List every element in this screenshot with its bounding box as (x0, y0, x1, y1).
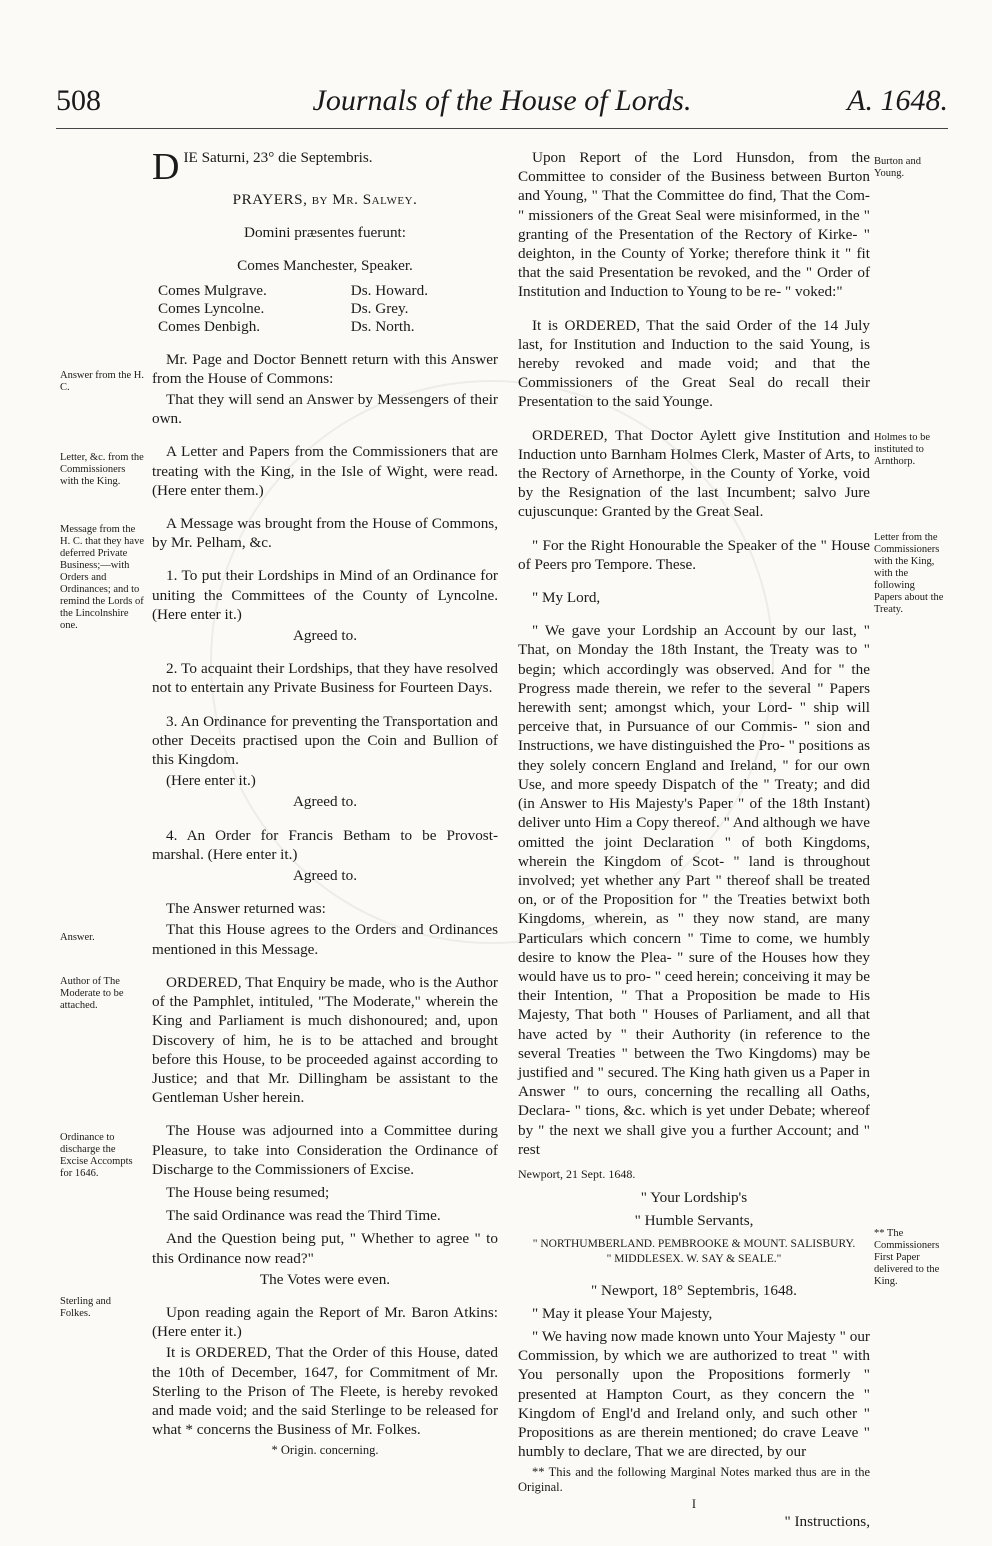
margin-note: ** The Commissioners First Paper delivered to the King. (874, 1228, 940, 1287)
paragraph: That this House agrees to the Orders and Ordinances mentioned in this Message. (152, 921, 498, 958)
lord-name: Ds. Howard. (350, 281, 428, 299)
journal-title: Journals of the House of Lords. (312, 84, 692, 117)
paragraph: The said Ordinance was read the Third Time. (166, 1207, 441, 1225)
header-rule (56, 128, 948, 129)
paragraph: 1. To put their Lordships in Mind of an Ordinance for uniting the Committees of the County of Lyncolne. (Here enter it.) (152, 567, 498, 623)
paragraph: ORDERED, That Doctor Aylett give Institution and Induction unto Barnham Holmes Clerk, Master of Arts, to the Rectory of Arnethorpe, in the County of Yorke, void by the Resignation of the last Incumbent; salvo Jure cujuscunque: Granted by the Great Seal. (518, 426, 870, 521)
speaker-line: Comes Manchester, Speaker. (237, 257, 413, 275)
paragraph: Upon reading again the Report of Mr. Baron Atkins: (Here enter it.) (152, 1303, 498, 1341)
paragraph: The Answer returned was: (166, 900, 326, 918)
paragraph: A Letter and Papers from the Commissioners that are treating with the King, in the Isle of Wight, were read. (Here enter them.) (152, 443, 498, 499)
agreed-line: Agreed to. (292, 867, 358, 885)
signature-mark: I (691, 1497, 697, 1512)
agreed-line: Agreed to. (292, 627, 358, 645)
margin-note: Answer. (60, 932, 95, 943)
left-column (152, 148, 498, 1472)
paragraph: It is ORDERED, That the Order of this House, dated the 10th of December, 1647, for Commitment of Mr. Sterling to the Prison of The Fleete, is hereby revoked and made void; and the said Sterlinge to be released for what * concerns the Business of Mr. Folkes. (152, 1344, 498, 1439)
prayers-line: PRAYERS, by Mr. Salwey. (232, 191, 418, 208)
paragraph: It is ORDERED, That the said Order of the 14 July last, for Institution and Induction to the said Young, is hereby revoked and made void; and that the Commissioners of the Great Seal do recall their Presentation to the said Younge. (518, 316, 870, 411)
letter-closing: " Humble Servants, (634, 1212, 754, 1230)
margin-note: Answer from the H. C. (60, 370, 144, 393)
agreed-line: Agreed to. (292, 793, 358, 811)
margin-note: Letter from the Commissioners with the King, with the following Papers about the Treaty. (874, 532, 944, 615)
margin-note: Author of The Moderate to be attached. (60, 976, 124, 1011)
running-header (56, 84, 948, 124)
lord-name: Ds. Grey. (350, 299, 409, 317)
lord-name: Comes Mulgrave. (158, 281, 267, 299)
domini-line: Domini præsentes fuerunt: (244, 224, 406, 242)
page-number: 508 (56, 84, 101, 117)
lords-present-list (158, 282, 428, 336)
letter-closing: " Your Lordship's (640, 1189, 748, 1207)
lords-column-barons (351, 282, 428, 336)
footnote: ** This and the following Marginal Notes marked thus are in the Original. (518, 1465, 870, 1495)
paper-body: " We having now made known unto Your Majesty " our Commission, by which we are authorized to treat " with You personally upon the Propositions formerly " presented at Hampton Court, as they concern the " Kingdom of Engl'd and Ireland only, and such other " Propositions as are therein mentioned; do crave Leave " humbly to declare, That we are directed, by our (518, 1327, 870, 1461)
letter-place-date: Newport, 21 Sept. 1648. (518, 1166, 636, 1181)
lord-name: Comes Lyncolne. (158, 299, 265, 317)
paragraph: 3. An Ordinance for preventing the Transportation and other Deceits practised upon the Coin and Bullion of this Kingdom. (152, 712, 498, 769)
margin-note: Ordinance to discharge the Excise Accompts for 1646. (60, 1132, 133, 1179)
paragraph: A Message was brought from the House of Commons, by Mr. Pelham, &c. (152, 515, 498, 552)
paragraph: The House was adjourned into a Committee during Pleasure, to take into Consideration the Ordinance of Discharge to the Commissioners of Excise. (152, 1122, 498, 1178)
paper-dateline: " Newport, 18° Septembris, 1648. (591, 1281, 797, 1299)
catchword: " Instructions, (784, 1513, 870, 1531)
paragraph: That they will send an Answer by Messengers of their own. (152, 391, 498, 428)
margin-note: Burton and Young. (874, 156, 921, 179)
paragraph: Upon Report of the Lord Hunsdon, from the Committee to consider of the Business between Burton and Young, " That the Committee do find, That the Com- " missioners of the Great Seal were misinformed, in the " granting of the Presentation of the Rectory of Kirke- " deighton, in the County of Yorke; therefore think it " fit that the said Presentation be revoked, and the " Order of Institution and Induction to Young to be re- " voked:" (518, 149, 870, 301)
commissioners-signatures (518, 1237, 870, 1267)
paragraph: ORDERED, That Enquiry be made, who is the Author of the Pamphlet, intituled, "The Moderate," wherein the King and Parliament is much dishonoured; and, upon Discovery of him, he is to be attached and brought before this House, to be proceeded against according to Justice; and that Mr. Dillingham be assistant to the Gentleman Usher herein. (152, 973, 498, 1107)
drop-cap: D (152, 146, 180, 188)
letter-salutation: " My Lord, (532, 589, 601, 607)
paragraph: 2. To acquaint their Lordships, that they have resolved not to entertain any Private Business for Fourteen Days. (152, 660, 498, 697)
margin-note: Letter, &c. from the Commissioners with the King. (60, 452, 144, 487)
page-year: A. 1648. (847, 84, 948, 117)
margin-note: Message from the H. C. that they have deferred Private Business;—with Orders and Ordinances; and to remind the Lords of the Lincolnshire one. (60, 524, 144, 631)
lords-column-comes (158, 282, 267, 336)
paragraph: And the Question being put, " Whether to agree " to this Ordinance now read?" (152, 1230, 498, 1267)
here-enter-line: (Here enter it.) (166, 772, 256, 790)
footnote: * Origin. concerning. (271, 1443, 379, 1458)
margin-note: Holmes to be instituted to Arnthorp. (874, 432, 930, 467)
margin-note: Sterling and Folkes. (60, 1296, 112, 1319)
lord-name: Ds. North. (350, 317, 415, 335)
signature-line: " NORTHUMBERLAND. PEMBROOKE & MOUNT. SALISBURY. (532, 1237, 856, 1250)
paragraph: The House being resumed; (166, 1183, 330, 1201)
paper-salutation: " May it please Your Majesty, (532, 1304, 713, 1322)
signature-line: " MIDDLESEX. W. SAY & SEALE." (606, 1252, 782, 1265)
lord-name: Comes Denbigh. (158, 317, 261, 335)
paragraph: 4. An Order for Francis Betham to be Provost-marshal. (Here enter it.) (152, 826, 498, 863)
letter-body: " We gave your Lordship an Account by our last, " That, on Monday the 18th Instant, the Treaty was to " begin; which accordingly was observed. And for " the Progress made therein, we refer to the several " Papers herewith sent; amongst which, your Lord- " ship will perceive that, in Pursuance of our Commis- " sion and Instructions, we have distinguished the Pro- " positions as they solely concern England and Ireland, " for our own Use, and more speedy Dispatch of the " Treaty; and did (in Answer to His Majesty's Paper " of the 18th Instant) deliver unto Him a Copy thereof. " And although we have omitted the joint Declaration " of both Kingdoms, wherein the Kingdom of Scot- " land is throughout involved; yet whether any Part " thereof shall be treated on, or of the Proposition for " the Treaties betwixt both Kingdoms, wherein, as " they now stand, are many Particulars which concern " Time to come, we humbly desire to know the Plea- " sure of the Houses how they would have us to pro- " ceed herein; conceiving it may be their Intention, " That a Proposition be made to His Majesty, That both " Houses of Parliament, and all that have acted by " their Authority (in reference to the several Treaties " between the Two Kingdoms) may be justified and " secured. The King hath given us a Paper in Answer " to ours, concerning the recalling all Oaths, Declara- " tions, &c. which is yet under Debate; whereof by " the next we shall give you a further Account; and " rest (518, 622, 870, 1158)
date-heading: DIE Saturni, 23° die Septembris. (152, 146, 373, 188)
paragraph: Mr. Page and Doctor Bennett return with this Answer from the House of Commons: (152, 350, 498, 387)
right-column (518, 148, 870, 1546)
letter-address: " For the Right Honourable the Speaker of the " House of Peers pro Tempore. These. (518, 536, 870, 573)
paragraph: The Votes were even. (259, 1270, 391, 1288)
